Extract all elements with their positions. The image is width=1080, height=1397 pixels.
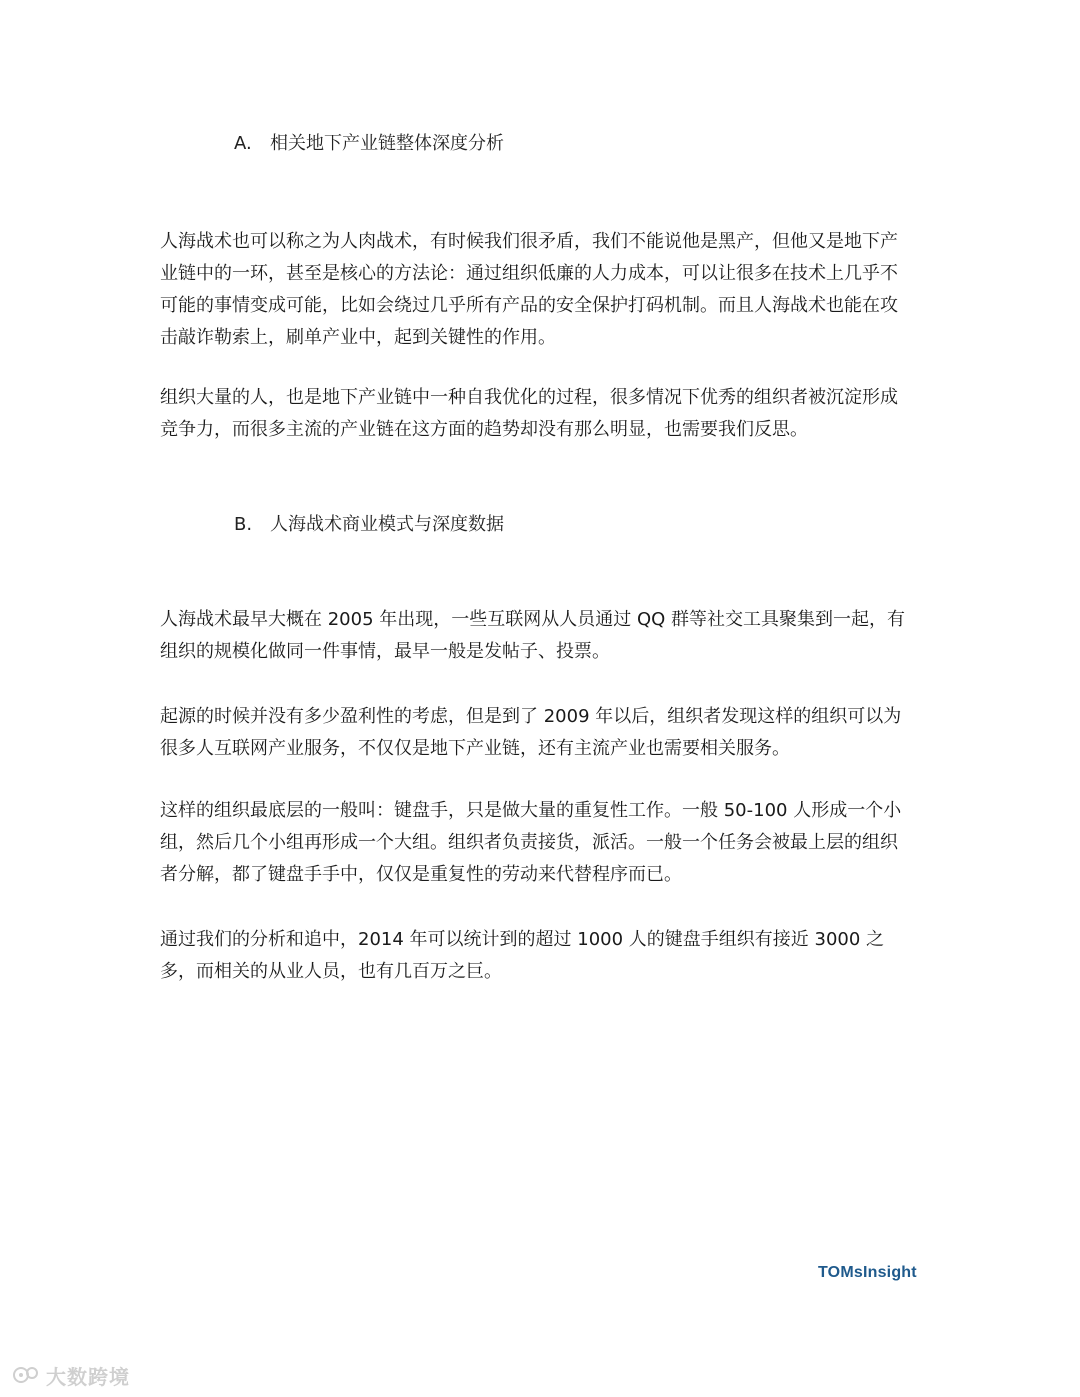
watermark xyxy=(12,1360,130,1390)
paragraph-1 xyxy=(160,226,928,354)
paragraph-line: 很多人互联网产业服务，不仅仅是地下产业链，还有主流产业也需要相关服务。 xyxy=(160,738,790,759)
paragraph-5 xyxy=(160,795,928,891)
paragraph-line: 击敲诈勒索上，刷单产业中，起到关键性的作用。 xyxy=(160,327,556,348)
paragraph-line: 多，而相关的从业人员，也有几百万之巨。 xyxy=(160,961,502,982)
paragraph-line: 这样的组织最底层的一般叫：键盘手，只是做大量的重复性工作。一般 50-100 人形成一个小 xyxy=(160,800,902,821)
paragraph-line: 通过我们的分析和追中，2014 年可以统计到的超过 1000 人的键盘手组织有接近 3000 之 xyxy=(160,929,885,950)
section-b-title: 人海战术商业模式与深度数据 xyxy=(270,514,504,535)
paragraph-4 xyxy=(160,701,928,765)
section-a-marker: A. xyxy=(234,133,252,154)
paragraph-line: 人海战术也可以称之为人肉战术，有时候我们很矛盾，我们不能说他是黑产，但他又是地下产 xyxy=(160,231,898,252)
brand-logo: TOMsInsight xyxy=(818,1264,917,1281)
watermark-logo-icon xyxy=(12,1363,40,1387)
paragraph-line: 组，然后几个小组再形成一个大组。组织者负责接货，派活。一般一个任务会被最上层的组织 xyxy=(160,832,898,853)
paragraph-line: 者分解，都了键盘手手中，仅仅是重复性的劳动来代替程序而已。 xyxy=(160,864,682,885)
paragraph-3 xyxy=(160,604,928,668)
paragraph-line: 可能的事情变成可能，比如会绕过几乎所有产品的安全保护打码机制。而且人海战术也能在攻 xyxy=(160,295,898,316)
paragraph-6 xyxy=(160,924,928,988)
paragraph-line: 业链中的一环，甚至是核心的方法论：通过组织低廉的人力成本，可以让很多在技术上几乎不 xyxy=(160,263,898,284)
section-b-marker: B. xyxy=(234,514,253,535)
section-a-heading xyxy=(234,132,504,156)
paragraph-line: 组织大量的人，也是地下产业链中一种自我优化的过程，很多情况下优秀的组织者被沉淀形成 xyxy=(160,387,898,408)
paragraph-2 xyxy=(160,382,928,446)
paragraph-line: 竞争力，而很多主流的产业链在这方面的趋势却没有那么明显，也需要我们反思。 xyxy=(160,419,808,440)
watermark-text: 大数跨境 xyxy=(46,1364,130,1389)
section-a-title: 相关地下产业链整体深度分析 xyxy=(270,133,504,154)
paragraph-line: 起源的时候并没有多少盈利性的考虑，但是到了 2009 年以后，组织者发现这样的组织可以为 xyxy=(160,706,902,727)
section-b-heading xyxy=(234,513,504,537)
paragraph-line: 组织的规模化做同一件事情，最早一般是发帖子、投票。 xyxy=(160,641,610,662)
paragraph-line: 人海战术最早大概在 2005 年出现，一些互联网从人员通过 QQ 群等社交工具聚集到一起，有 xyxy=(160,609,906,630)
